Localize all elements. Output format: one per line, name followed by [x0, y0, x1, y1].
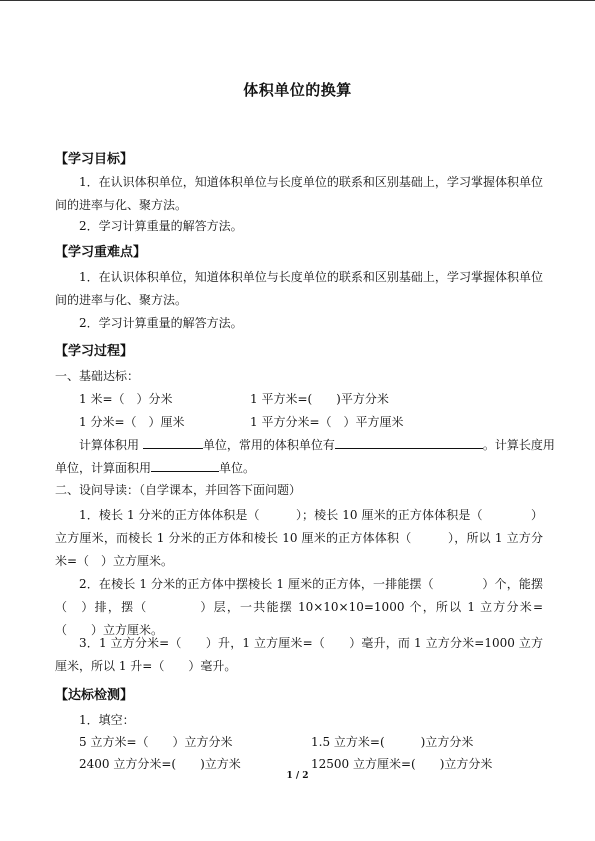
- fill-blank-text-4: 单位，计算面积用: [55, 461, 152, 475]
- keypoints-item-2: 2．学习计算重量的解答方法。: [79, 316, 243, 330]
- test-heading: 【达标检测】: [55, 688, 134, 703]
- objectives-item-1: 1．在认识体积单位，知道体积单位与长度单位的联系和区别基础上，学习掌握体积单位间的进率与化、聚方法。: [55, 175, 543, 212]
- question-1: 1．棱长 1 分米的正方体体积是（ ）；棱长 10 厘米的正方体体积是（ ）立方厘米，而棱长 1 分米的正方体和棱长 10 厘米的正方体体积（ ），所以 1 立方分米=（ ）立方厘米。: [55, 508, 543, 568]
- keypoints-item-1: 1．在认识体积单位，知道体积单位与长度单位的联系和区别基础上，学习掌握体积单位间的进率与化、聚方法。: [55, 270, 543, 307]
- keypoints-heading: 【学习重难点】: [55, 245, 147, 260]
- conversion-row-2-right: 1 平方分米=（ ）平方厘米: [250, 415, 404, 429]
- conversion-row-2-left: 1 分米=（ ）厘米: [79, 415, 185, 429]
- fill-blank-line-1: [79, 437, 555, 453]
- basic-section-title: 一、基础达标：: [55, 369, 140, 383]
- blank-common-units[interactable]: [335, 437, 483, 449]
- conversion-row-1-left: 1 米=（ ）分米: [79, 392, 173, 406]
- blank-volume-unit[interactable]: [143, 437, 203, 449]
- page-title: 体积单位的换算: [243, 81, 352, 99]
- page-number: 1 / 2: [286, 771, 309, 781]
- top-border: [0, 0, 595, 1]
- fill-blank-text-1: 计算体积用: [79, 438, 140, 452]
- test-row-2-right: 12500 立方厘米=( )立方分米: [311, 757, 493, 771]
- fill-blank-text-3: 。计算长度用: [482, 438, 555, 452]
- objectives-item-2: 2．学习计算重量的解答方法。: [79, 219, 243, 233]
- test-row-1-left: 5 立方米=（ ）立方分米: [79, 735, 233, 749]
- guided-section-title: 二、设问导读：（自学课本，并回答下面问题）: [55, 483, 302, 497]
- fill-blank-text-5: 单位。: [219, 461, 256, 475]
- fill-blank-text-2: 单位，常用的体积单位有: [202, 438, 335, 452]
- process-heading: 【学习过程】: [55, 344, 134, 359]
- question-2: 2．在棱长 1 分米的正方体中摆棱长 1 厘米的正方体，一排能摆（ ）个，能摆（ ）排，摆（ ）层，一共能摆 10×10×10=1000 个，所以 1 立方分米=（ ）立方厘米。: [55, 577, 543, 637]
- conversion-row-1-right: 1 平方米=( )平方分米: [250, 392, 389, 406]
- question-3: 3．1 立方分米=（ ）升，1 立方厘米=（ ）毫升，而 1 立方分米=1000 立方厘米，所以 1 升=（ ）毫升。: [55, 636, 543, 673]
- test-row-1-right: 1.5 立方米=( )立方分米: [311, 735, 474, 749]
- blank-area-unit[interactable]: [151, 460, 219, 472]
- fill-blank-line-2: [55, 460, 255, 476]
- test-row-2-left: 2400 立方分米=( )立方米: [79, 757, 241, 771]
- objectives-heading: 【学习目标】: [55, 152, 134, 167]
- test-item-1: 1．填空：: [79, 713, 135, 727]
